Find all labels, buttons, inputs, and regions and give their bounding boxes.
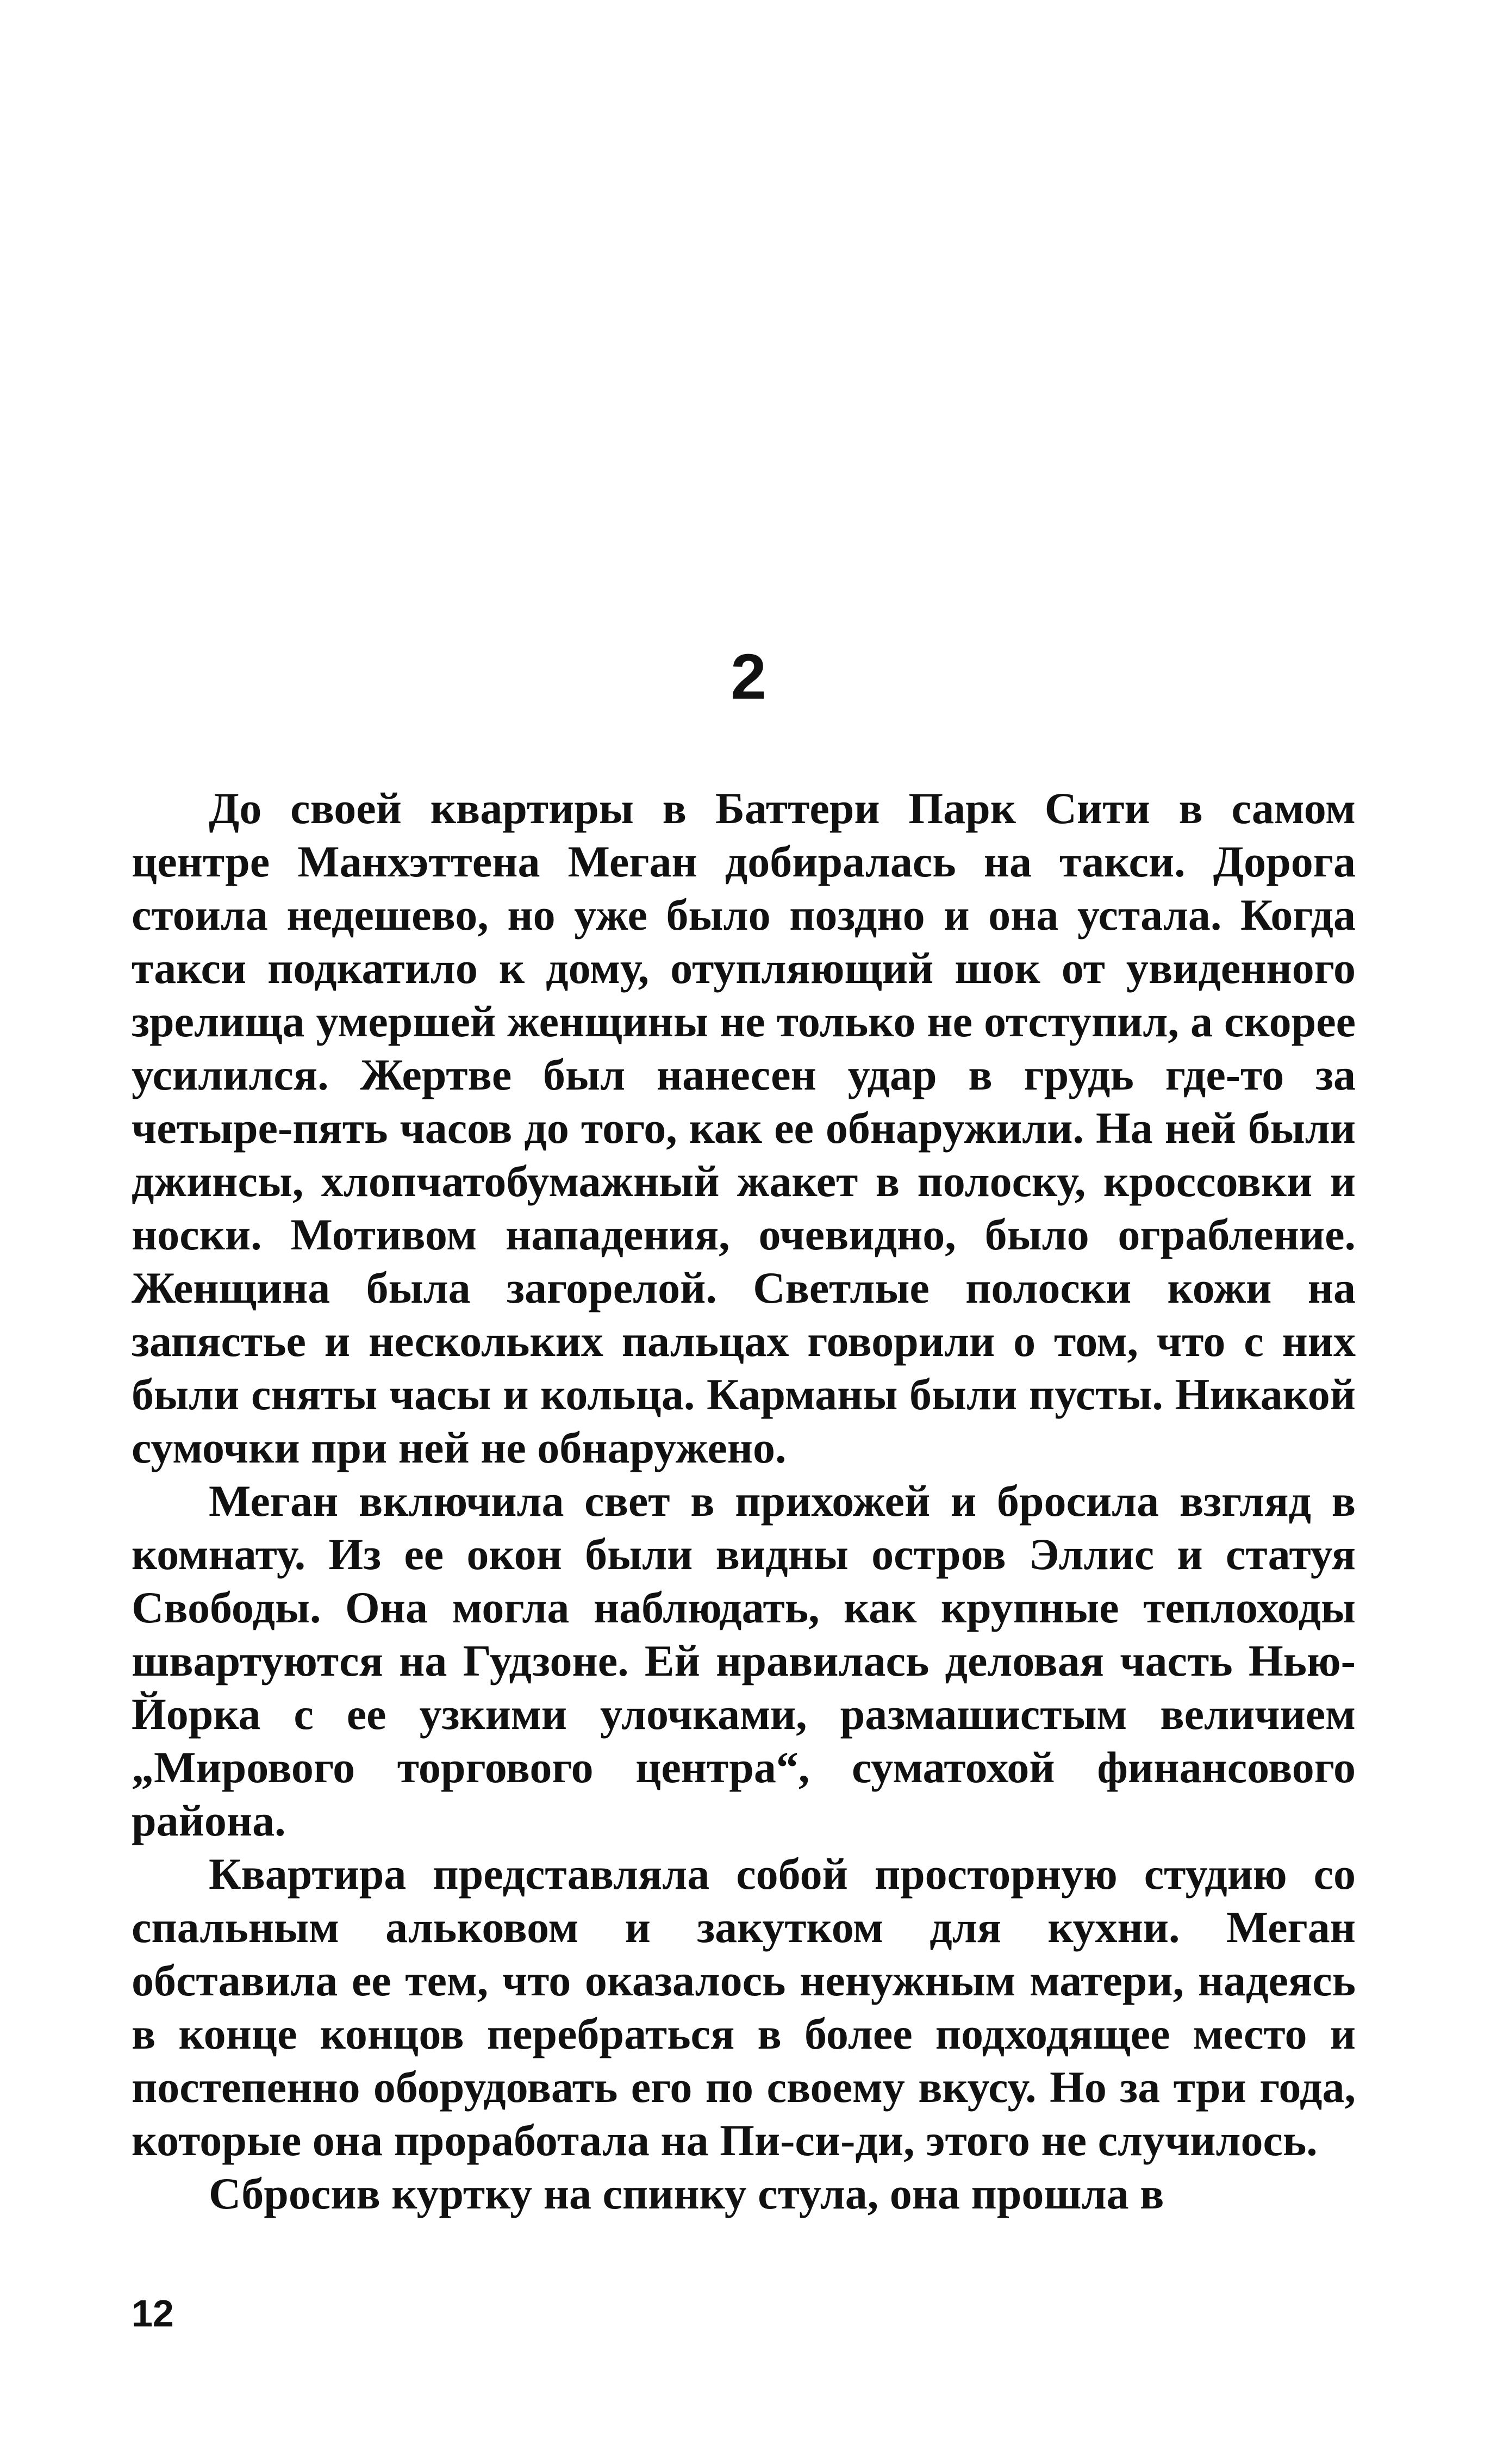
paragraph-2: Меган включила свет в прихожей и бросила взгляд в комнату. Из ее окон были видны остров Эллис и статуя Свободы. Она могла наблюдать, как крупные теплоходы швартуются на Гудзоне. Ей нравилась деловая часть Нью-Йорка с ее узкими улочками, размашистым величием „Мирового торгового центра“, суматохой финансового района. [132, 1476, 1356, 1845]
chapter-number: 2 [731, 641, 766, 713]
body-text [132, 782, 1356, 2220]
paragraph-4: Сбросив куртку на спинку стула, она прошла в [209, 2169, 1164, 2218]
paragraph-3: Квартира представляла собой просторную студию со спальным альковом и закутком для кухни. Меган обставила ее тем, что оказалось ненужным матери, надеясь в конце концов перебраться в более подходящее место и постепенно оборудовать его по своему вкусу. Но за три года, которые она проработала на Пи-си-ди, этого не случилось. [132, 1849, 1356, 2165]
page-number: 12 [132, 2292, 174, 2335]
paragraph-1: До своей квартиры в Баттери Парк Сити в самом центре Манхэттена Меган добиралась на такси. Дорога стоила недешево, но уже было поздно и она устала. Когда такси подкатило к дому, отупляющий шок от увиденного зрелища умершей женщины не только не отступил, а скорее усилился. Жертве был нанесен удар в грудь где-то за четыре-пять часов до того, как ее обнаружили. На ней были джинсы, хлопчатобумажный жакет в полоску, кроссовки и носки. Мотивом нападения, очевидно, было ограбление. Женщина была загорелой. Светлые полоски кожи на запястье и нескольких пальцах говорили о том, что с них были сняты часы и кольца. Карманы были пусты. Никакой сумочки при ней не обнаружено. [132, 783, 1356, 1472]
